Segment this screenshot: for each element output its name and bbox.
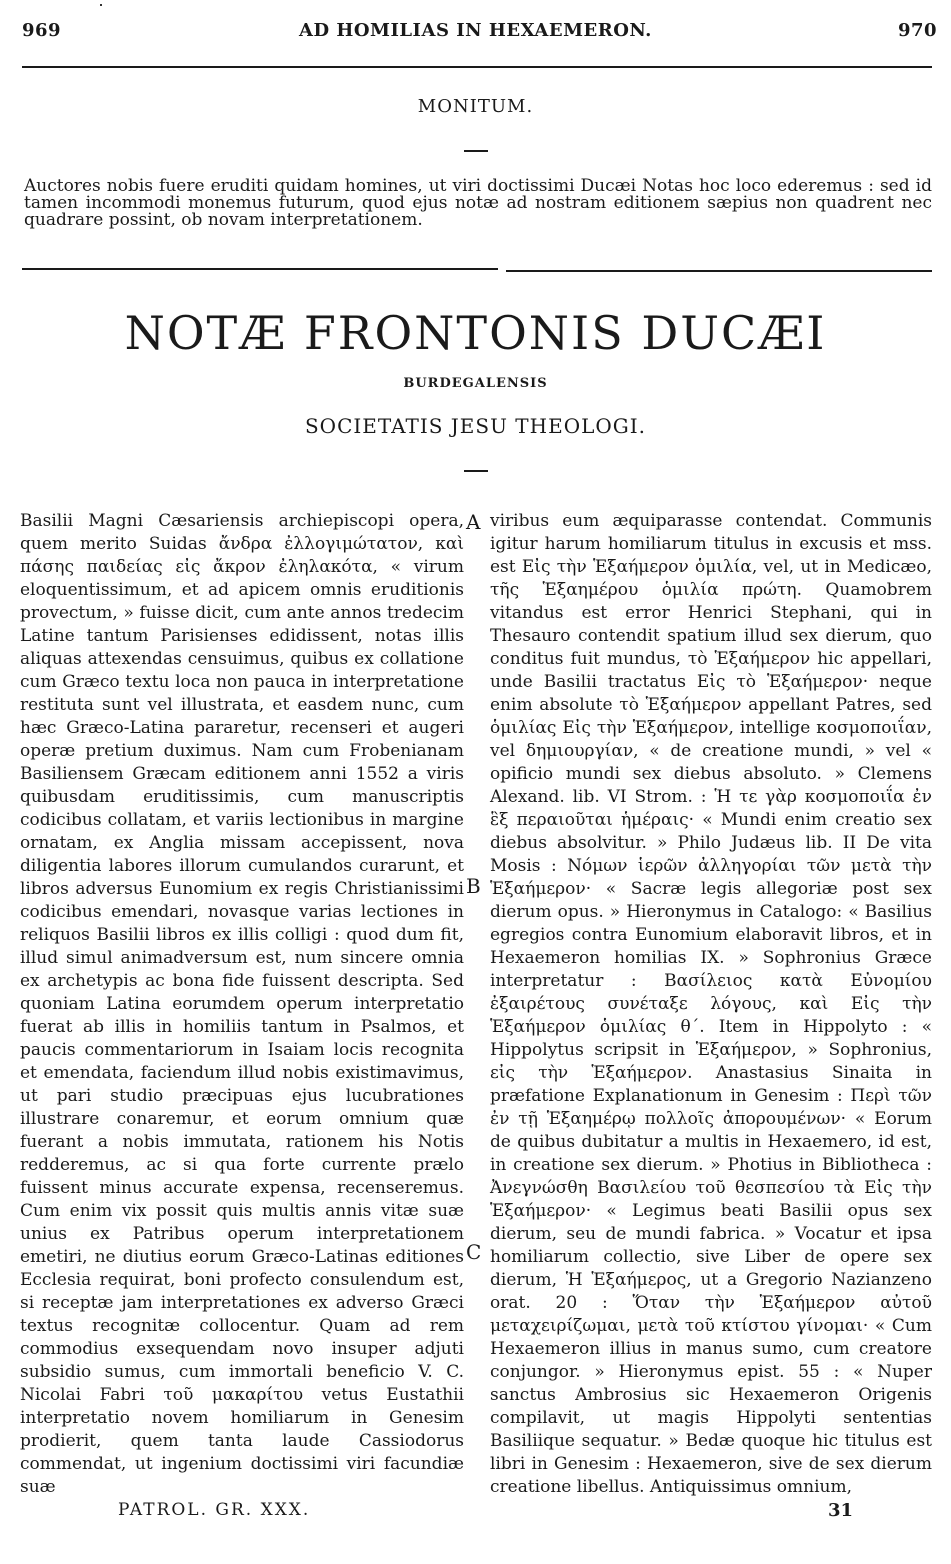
margin-marker-a: A	[466, 510, 481, 534]
page-number-right: 970	[898, 20, 938, 41]
title-subline-1: BURDEGALENSIS	[403, 376, 548, 391]
section-rule-left	[22, 268, 498, 270]
monitum-text: Auctores nobis fuere eruditi quidam homines, ut viri doctissimi Ducæi Notas hoc loco ederemus : sed id tamen incommodi monemus futurum, quod ejus notæ ad nostram editionem sæpius non quadrent nec quadrare possint, ob novam interpretationem.	[24, 176, 932, 230]
margin-marker-c: C	[466, 1240, 482, 1264]
monitum-title: MONITUM.	[417, 96, 534, 117]
title-subline-2: SOCIETATIS JESU THEOLOGI.	[304, 414, 646, 438]
margin-marker-b: B	[466, 874, 481, 898]
running-title: AD HOMILIAS IN HEXAEMERON.	[299, 20, 652, 41]
left-column	[20, 510, 464, 1499]
monitum-dash	[464, 150, 488, 152]
footer-sheet-number: 31	[828, 1500, 854, 1521]
left-column-text: Basilii Magni Cæsariensis archiepiscopi opera, quem merito Suidas ἄνδρα ἐλλογιμώτατον, καὶ πάσης παιδείας εἰς ἄκρον ἐληλακότα, « virum eloquentissimum, et ad apicem omnis eruditionis provectum, » fuisse dicit, cum ante annos tredecim Latine tantum Parisienses edidissent, notas illis aliquas attexendas censuimus, quibus ex collatione cum Græco textu loca non pauca in interpretatione restituta sunt vel illustrata, et easdem nunc, cum hæc Græco-Latina pararetur, recenseri et augeri operæ pretium duximus. Nam cum Frobenianam Basiliensem Græcam editionem anni 1552 a viris quibusdam eruditissimis, cum manuscriptis codicibus collatam, et variis lectionibus in margine ornatam, ex Anglia missam accepissent, nova diligentia labores illorum cumulandos curarunt, et libros adversus Eunomium ex regis Christianissimi codicibus emendari, novasque varias lectiones in reliquos Basilii libros ex illis colligi : quod dum fit, illud simul animadversum est, num sincere omnia ex archetypis ac bona fide fuissent descripta. Sed quoniam Latina eorumdem operum interpretatio fuerat ab illis in homiliis tantum in Psalmos, et paucis commentariorum in Isaiam locis recognita et emendata, faciendum illud nobis existimavimus, ut pari studio præcipuas ejus lucubrationes illustrare conaremur, et eorum omnium quæ fuerant a nobis immutata, rationem his Notis redderemus, ac si qua forte currente prælo fuissent minus accurate expensa, recenseremus. Cum enim vix possit quis multis annis vitæ suæ unius ex Patribus operum interpretationem emetiri, ne diutius eorum Græco-Latinas editiones Ecclesia requirat, boni profecto consulendum est, si receptæ jam interpretationes ex adverso Græci textus recognitæ collocentur. Quam ad rem commodius exsequendam novo insuper adjuti subsidio sumus, cum immortali beneficio V. C. Nicolai Fabri τοῦ μακαρίτου vetus Eustathii interpretatio novem homiliarum in Genesim prodierit, quem tanta laude Cassiodorus commendat, ut ingenium doctissimi viri facundiæ suæ	[20, 511, 464, 1497]
page-number-left: 969	[22, 20, 62, 41]
section-rule-right	[506, 270, 932, 272]
page-speck	[100, 4, 102, 6]
right-column	[490, 510, 932, 1499]
main-title: NOTÆ FRONTONIS DUCÆI	[124, 306, 827, 360]
title-dash	[464, 470, 488, 472]
footer-signature: PATROL. GR. XXX.	[118, 1500, 311, 1520]
right-column-text: viribus eum æquiparasse contendat. Communis igitur harum homiliarum titulus in excusis et mss. est Εἰς τὴν Ἑξαήμερον ὁμιλία, vel, ut in Medicæo, τῆς Ἑξαημέρου ὁμιλία πρώτη. Quamobrem vitandus est error Henrici Stephani, qui in Thesauro contendit spatium illud sex dierum, quo conditus fuit mundus, τὸ Ἑξαήμερον hic appellari, unde Basilii tractatus Εἰς τὸ Ἑξαήμερον· neque enim absolute τὸ Ἑξαήμερον appellant Patres, sed ὁμιλίας Εἰς τὴν Ἑξαήμερον, intellige κοσμοποιΐαν, vel δημιουργίαν, « de creatione mundi, » vel « opificio mundi sex diebus absoluto. » Clemens Alexand. lib. VI Strom. : Ἡ τε γὰρ κοσμοποιΐα ἐν ἓξ περαιοῦται ἡμέραις· « Mundi enim creatio sex diebus absolvitur. » Philo Judæus lib. II De vita Mosis : Νόμων ἱερῶν ἀλληγορίαι τῶν μετὰ τὴν Ἑξαήμερον· « Sacræ legis allegoriæ post sex dierum opus. » Hieronymus in Catalogo: « Basilius egregios contra Eunomium elaboravit libros, et in Hexaemeron homilias IX. » Sophronius Græce interpretatur : Βασίλειος κατὰ Εὐνομίου ἐξαιρέτους συνέταξε λόγους, καὶ Εἰς τὴν Ἑξαήμερον ὁμιλίας θ΄. Item in Hippolyto : « Hippolytus scripsit in Ἑξαήμερον, » Sophronius, εἰς τὴν Ἑξαήμερον. Anastasius Sinaita in præfatione Explanationum in Genesim : Περὶ τῶν ἐν τῇ Ἑξαημέρῳ πολλοῖς ἀπορουμένων· « Eorum de quibus dubitatur a multis in Hexaemero, id est, in creatione sex dierum. » Photius in Bibliotheca : Ἀνεγνώσθη Βασιλείου τοῦ θεσπεσίου τὰ Εἰς τὴν Ἑξαήμερον· « Legimus beati Basilii opus sex dierum, seu de mundi fabrica. » Vocatur et ipsa homiliarum collectio, sive Liber de opere sex dierum, Ἡ Ἑξαήμερος, ut a Gregorio Nazianzeno orat. 20 : Ὅταν τὴν Ἑξαήμερον αὐτοῦ μεταχειρίζωμαι, μετὰ τοῦ κτίστου γίνομαι· « Cum Hexaemeron illius in manus sumo, cum creatore conjungor. » Hieronymus epist. 55 : « Nuper sanctus Ambrosius sic Hexaemeron Origenis compilavit, ut magis Hippolyti sententias Basiliique sequatur. » Bedæ quoque hic titulus est libri in Genesim : Hexaemeron, sive de sex dierum creatione libellus. Antiquissimus omnium,	[490, 511, 932, 1497]
header-rule	[22, 66, 932, 68]
